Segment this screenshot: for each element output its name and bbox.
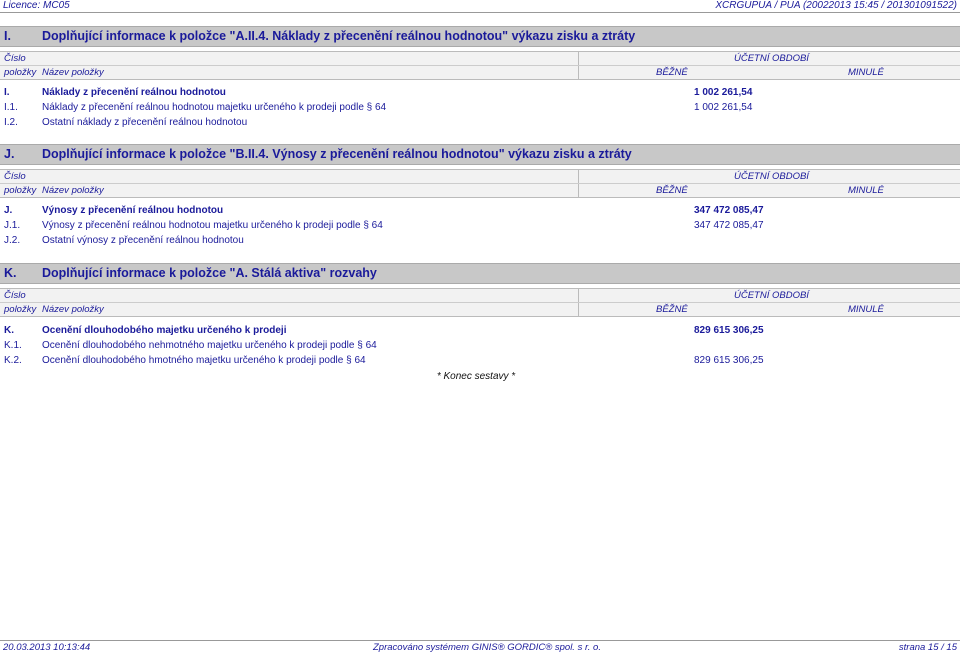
col-header-polozky: položky — [4, 304, 37, 315]
col-header-minule: MINULÉ — [848, 185, 884, 196]
table-header-row-2 — [0, 302, 960, 317]
section-title — [0, 263, 960, 284]
table-row — [0, 354, 960, 368]
row-bezne: 347 472 085,47 — [694, 220, 764, 231]
report-footer — [0, 640, 960, 654]
row-name: Ocenění dlouhodobého majetku určeného k prodeji — [42, 325, 287, 336]
table-row — [0, 219, 960, 233]
section-title — [0, 26, 960, 47]
row-bezne: 829 615 306,25 — [694, 325, 764, 336]
row-name: Ocenění dlouhodobého hmotného majetku určeného k prodeji podle § 64 — [42, 355, 366, 366]
section-title-text: Doplňující informace k položce "B.II.4. Výnosy z přecenění reálnou hodnotou" výkazu zisku a ztráty — [42, 147, 632, 161]
section-code: K. — [4, 266, 17, 280]
report-id: XCRGUPUA / PUA (20022013 15:45 / 201301091522) — [715, 0, 957, 11]
table-row — [0, 86, 960, 100]
col-header-polozky: položky — [4, 185, 37, 196]
table-row — [0, 101, 960, 115]
row-name: Výnosy z přecenění reálnou hodnotou majetku určeného k prodeji podle § 64 — [42, 220, 383, 231]
row-name: Náklady z přecenění reálnou hodnotou — [42, 87, 226, 98]
col-header-minule: MINULÉ — [848, 304, 884, 315]
section-title-text: Doplňující informace k položce "A. Stálá aktiva" rozvahy — [42, 266, 377, 280]
row-code: J. — [4, 205, 13, 216]
row-bezne: 829 615 306,25 — [694, 355, 764, 366]
table-row — [0, 204, 960, 218]
end-of-report-note: * Konec sestavy * — [436, 371, 516, 382]
row-bezne: 1 002 261,54 — [694, 102, 753, 113]
col-header-obdobi: ÚČETNÍ OBDOBÍ — [734, 290, 809, 301]
col-header-obdobi: ÚČETNÍ OBDOBÍ — [734, 171, 809, 182]
section-code: J. — [4, 147, 15, 161]
table-header-row-1 — [0, 169, 960, 183]
section-code: I. — [4, 29, 11, 43]
col-header-cislo: Číslo — [4, 53, 26, 64]
row-bezne: 1 002 261,54 — [694, 87, 753, 98]
section-title — [0, 144, 960, 165]
col-header-nazev: Název položky — [42, 185, 104, 196]
footer-processed-by: Zpracováno systémem GINIS® GORDIC® spol. s r. o. — [373, 642, 601, 653]
table-row — [0, 339, 960, 353]
row-code: I. — [4, 87, 10, 98]
report-header — [0, 0, 960, 13]
footer-page: strana 15 / 15 — [898, 642, 957, 653]
row-code: J.2. — [4, 235, 21, 246]
table-header-row-2 — [0, 183, 960, 198]
col-header-bezne: BĚŽNÉ — [656, 185, 688, 196]
row-code: I.2. — [4, 117, 18, 128]
row-code: J.1. — [4, 220, 21, 231]
row-bezne: 347 472 085,47 — [694, 205, 764, 216]
col-header-cislo: Číslo — [4, 290, 26, 301]
col-header-nazev: Název položky — [42, 304, 104, 315]
table-header-row-1 — [0, 288, 960, 302]
footer-date: 20.03.2013 10:13:44 — [3, 642, 91, 653]
col-header-bezne: BĚŽNÉ — [656, 67, 688, 78]
table-row — [0, 234, 960, 248]
col-header-nazev: Název položky — [42, 67, 104, 78]
col-header-obdobi: ÚČETNÍ OBDOBÍ — [734, 53, 809, 64]
table-row — [0, 116, 960, 130]
row-code: K. — [4, 325, 14, 336]
row-name: Ocenění dlouhodobého nehmotného majetku určeného k prodeji podle § 64 — [42, 340, 377, 351]
col-header-bezne: BĚŽNÉ — [656, 304, 688, 315]
row-code: K.1. — [4, 340, 22, 351]
col-header-minule: MINULÉ — [848, 67, 884, 78]
licence-label: Licence: MC05 — [3, 0, 70, 11]
table-header-row-2 — [0, 65, 960, 80]
section-title-text: Doplňující informace k položce "A.II.4. Náklady z přecenění reálnou hodnotou" výkazu zisku a ztráty — [42, 29, 636, 43]
row-name: Ostatní výnosy z přecenění reálnou hodnotou — [42, 235, 244, 246]
row-name: Náklady z přecenění reálnou hodnotou majetku určeného k prodeji podle § 64 — [42, 102, 387, 113]
row-name: Výnosy z přecenění reálnou hodnotou — [42, 205, 224, 216]
table-row — [0, 324, 960, 338]
col-header-polozky: položky — [4, 67, 37, 78]
row-code: K.2. — [4, 355, 22, 366]
row-code: I.1. — [4, 102, 18, 113]
row-name: Ostatní náklady z přecenění reálnou hodnotou — [42, 117, 248, 128]
col-header-cislo: Číslo — [4, 171, 26, 182]
table-header-row-1 — [0, 51, 960, 65]
